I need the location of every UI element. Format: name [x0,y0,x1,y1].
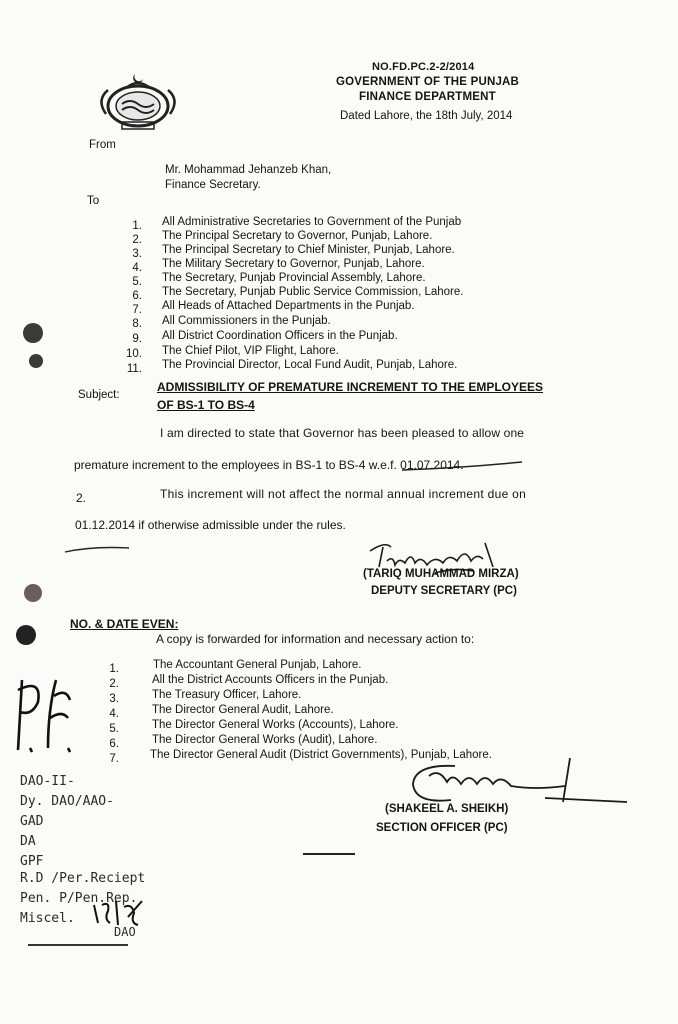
copy-item-number: 2. [109,678,119,690]
stamp-line: Miscel. [20,911,75,926]
recipient-item: All Commissioners in the Punjab. [162,315,331,327]
recipient-number: 2. [132,234,142,246]
recipient-item: The Military Secretary to Governor, Punjab, Lahore. [162,258,425,270]
from-label: From [89,139,116,151]
letter-date: Dated Lahore, the 18th July, 2014 [340,110,513,122]
government-title: GOVERNMENT OF THE PUNJAB [336,76,520,88]
paragraph-2-number: 2. [76,491,87,505]
subject-line-2: OF BS-1 TO BS-4 [157,398,255,412]
recipient-number: 3. [132,248,142,260]
signatory-2-title: SECTION OFFICER (PC) [376,822,508,834]
stamp-line: DA [20,834,36,849]
stamp-line: Pen. P/Pen.Rep. [20,891,138,906]
punch-hole [29,354,43,368]
endorsement-intro: A copy is forwarded for information and necessary action to: [156,632,475,646]
copy-item-number: 4. [109,708,119,720]
recipient-number: 1. [132,220,142,232]
recipient-item: The Secretary, Punjab Provincial Assembly, Lahore. [162,272,426,284]
copy-item-number: 5. [109,723,119,735]
recipient-item: All Administrative Secretaries to Government of the Punjab [162,216,462,228]
recipient-number: 9. [132,333,142,345]
copy-item: The Treasury Officer, Lahore. [152,689,302,701]
stamp-border [28,944,128,946]
divider-line [303,853,355,855]
stamp-line: GAD [20,814,44,829]
copy-item-number: 6. [109,738,119,750]
sender-name: Mr. Mohammad Jehanzeb Khan, [165,164,332,176]
pen-mark [63,544,133,556]
paragraph-2-line-1: This increment will not affect the normal annual increment due on [160,487,527,501]
punch-hole [24,584,42,602]
handwritten-initials [8,660,78,760]
copy-item: The Director General Works (Accounts), Lahore. [152,719,399,731]
sender-title: Finance Secretary. [165,179,261,191]
signatory-2-name: (SHAKEEL A. SHEIKH) [385,803,509,815]
recipient-number: 11. [126,363,142,375]
paragraph-2-line-2: 01.12.2014 if otherwise admissible under the rules. [75,518,346,532]
stamp-line: Dy. DAO/AAO- [20,794,114,809]
endorsement-heading: NO. & DATE EVEN: [70,617,179,631]
punjab-emblem-logo [92,70,184,130]
paragraph-1-line-1: I am directed to state that Governor has been pleased to allow one [160,426,525,440]
copy-item: All the District Accounts Officers in the Punjab. [152,674,389,686]
copy-item-number: 7. [109,753,119,765]
paragraph-1-line-2: premature increment to the employees in BS-1 to BS-4 w.e.f. 01.07.2014. [74,458,464,472]
to-label: To [87,195,100,207]
recipient-item: The Principal Secretary to Governor, Punjab, Lahore. [162,230,433,242]
recipient-number: 7. [132,304,142,316]
recipient-item: The Chief Pilot, VIP Flight, Lahore. [162,345,339,357]
recipient-number: 10. [126,348,142,360]
copy-item-number: 1. [109,663,119,675]
punch-hole [16,625,36,645]
handwritten-underline [400,458,525,472]
recipient-number: 6. [132,290,142,302]
stamp-footer: DAO [114,925,136,939]
recipient-number: 8. [132,318,142,330]
recipient-item: All District Coordination Officers in the Punjab. [162,330,398,342]
recipient-item: The Provincial Director, Local Fund Audit, Punjab, Lahore. [162,359,458,371]
copy-item: The Director General Works (Audit), Lahore. [152,734,378,746]
signatory-1-title: DEPUTY SECRETARY (PC) [371,585,517,597]
copy-item-number: 3. [109,693,119,705]
stamp-line: DAO-II- [20,774,75,789]
subject-label: Subject: [78,389,120,401]
punch-hole [23,323,43,343]
stamp-line: R.D /Per.Reciept [20,871,146,886]
recipient-item: The Secretary, Punjab Public Service Commission, Lahore. [162,286,464,298]
reference-number: NO.FD.PC.2-2/2014 [372,61,475,73]
department-title: FINANCE DEPARTMENT [359,91,496,103]
handwritten-date-mark [88,895,148,929]
recipient-number: 4. [132,262,142,274]
recipient-item: All Heads of Attached Departments in the Punjab. [162,300,415,312]
copy-item: The Accountant General Punjab, Lahore. [153,659,362,671]
recipient-number: 5. [132,276,142,288]
copy-item: The Director General Audit (District Governments), Punjab, Lahore. [150,749,492,761]
stamp-line: GPF [20,854,44,869]
subject-line-1: ADMISSIBILITY OF PREMATURE INCREMENT TO THE EMPLOYEES [157,380,544,394]
copy-item: The Director General Audit, Lahore. [152,704,334,716]
recipient-item: The Principal Secretary to Chief Minister, Punjab, Lahore. [162,244,455,256]
signatory-1-name: (TARIQ MUHAMMAD MIRZA) [363,568,519,580]
